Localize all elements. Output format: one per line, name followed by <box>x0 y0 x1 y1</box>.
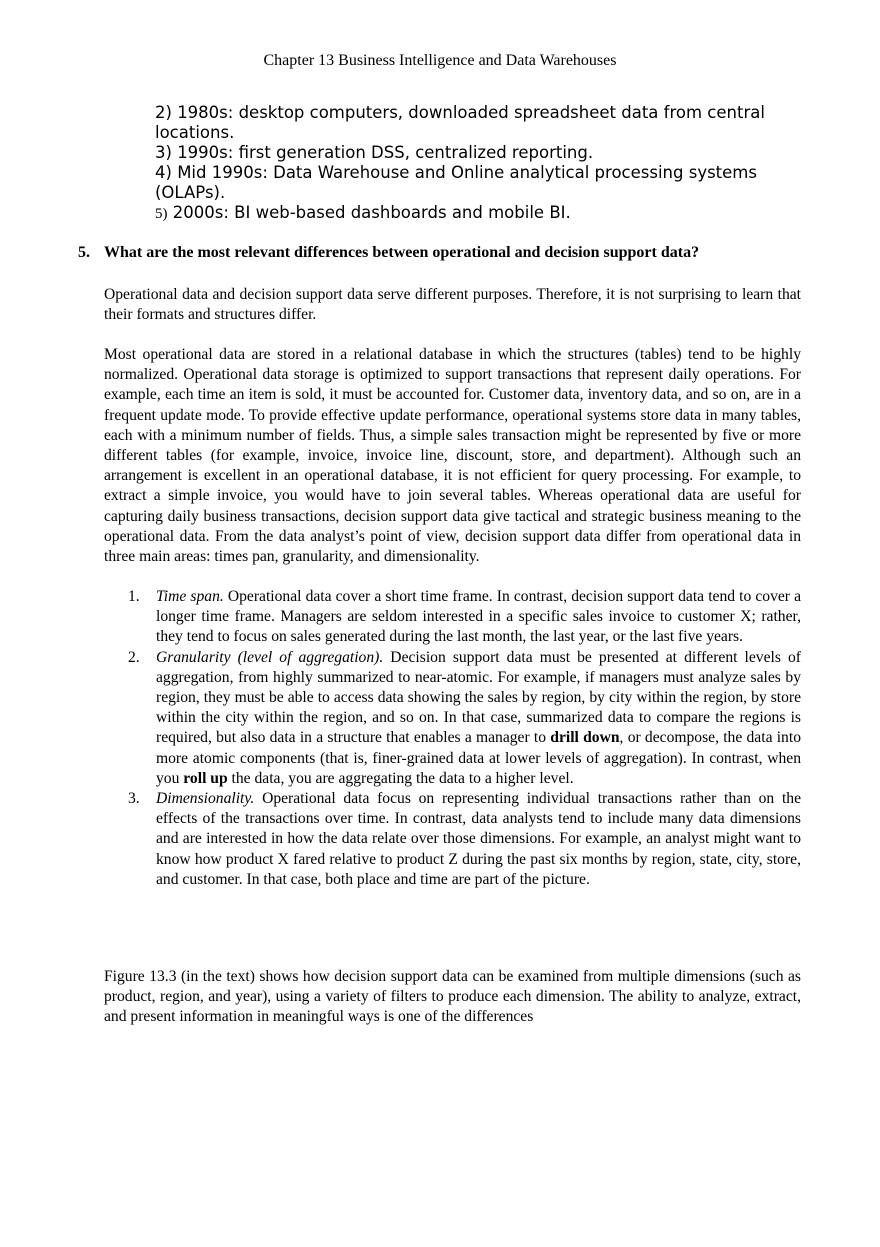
list-item-text: Mid 1990s: Data Warehouse and Online analytical processing systems (OLAPs). <box>155 163 757 202</box>
item-lead: Dimensionality. <box>156 790 255 808</box>
term-roll-up: roll up <box>183 769 228 787</box>
list-item-number: 4) <box>155 163 172 182</box>
question-text: What are the most relevant differences between operational and decision support data? <box>104 244 700 261</box>
paragraph-figure-reference: Figure 13.3 (in the text) shows how decision support data can be examined from multiple dimensions (such as product, region, and year), using a variety of filters to produce each dimension. The ability to analyze, extract, and present information in meaningful ways is one of the differences <box>104 968 801 1026</box>
history-list <box>155 103 815 224</box>
list-item-text: 2000s: BI web-based dashboards and mobile BI. <box>172 203 571 222</box>
question-number: 5. <box>78 244 90 261</box>
list-item-dimensionality <box>128 789 801 890</box>
list-item-text: 1980s: desktop computers, downloaded spreadsheet data from central locations. <box>155 103 765 142</box>
list-item <box>155 103 815 143</box>
item-text: Decision support data must be presented at different levels of aggregation, from highly summarized to near-atomic. For example, if managers must analyze sales by region, they must be able to access data showing the sales by region, by city within the region, by store within the city within the region, and so on. In that case, summarized data to compare the regions is required, but also data in a structure that enables a manager to <box>156 648 801 747</box>
term-drill-down: drill down <box>550 729 620 747</box>
page-header: Chapter 13 Business Intelligence and Data Warehouses <box>263 52 617 69</box>
item-number: 1. <box>128 588 140 605</box>
list-item-text: 1990s: first generation DSS, centralized reporting. <box>177 143 594 162</box>
paragraph-operational-data: Most operational data are stored in a relational database in which the structures (tables) tend to be highly normalized. Operational data storage is optimized to support transactions that represent daily operations. For example, each time an item is sold, it must be accounted for. Customer data, inventory data, and so on, are in a frequent update mode. To provide effective update performance, operational systems store data in many tables, each with a minimum number of fields. Thus, a simple sales transaction might be represented by five or more different tables (for example, invoice, invoice line, discount, store, and department). Although such an arrangement is excellent in an operational database, it is not efficient for query processing. For example, to extract a simple invoice, you would have to join several tables. Whereas operational data are useful for capturing daily business transactions, decision support data give tactical and strategic business meaning to the operational data. From the data analyst’s point of view, decision support data differ from operational data in three main areas: times pan, granularity, and dimensionality. <box>104 346 801 566</box>
item-lead: Time span. <box>156 588 224 605</box>
differences-list <box>128 587 801 890</box>
item-number: 3. <box>128 790 140 808</box>
list-item-granularity <box>128 648 801 789</box>
list-item <box>155 203 815 224</box>
list-item-number: 2) <box>155 103 172 122</box>
list-item-number: 3) <box>155 143 172 162</box>
list-item-time-span <box>128 587 801 648</box>
item-text: , or decompose, the data into more atomic components (that is, finer-grained data at lower levels of aggregation). In contrast, when you <box>156 729 801 787</box>
item-text: the data, you are aggregating the data to a higher level. <box>227 769 574 787</box>
item-number: 2. <box>128 648 140 666</box>
list-item <box>155 143 815 163</box>
list-item <box>155 163 815 203</box>
question-heading <box>78 244 808 262</box>
paragraph-intro: Operational data and decision support data serve different purposes. Therefore, it is not surprising to learn that their formats and structures differ. <box>104 286 801 324</box>
item-lead: Granularity (level of aggregation). <box>156 648 384 666</box>
item-text: Operational data cover a short time frame. In contrast, decision support data tend to cover a longer time frame. Managers are seldom interested in a specific sales invoice to customer X; rather, they tend to focus on sales generated during the last month, the last year, or the last five years. <box>156 588 801 646</box>
list-item-number: 5) <box>155 206 168 222</box>
item-text: Operational data focus on representing individual transactions rather than on the effects of the transactions over time. In contrast, data analysts tend to include many data dimensions and are interested in how the data relate over those dimensions. For example, an analyst might want to know how product X fared relative to product Z during the past six months by region, state, city, store, and customer. In that case, both place and time are part of the picture. <box>156 790 801 888</box>
